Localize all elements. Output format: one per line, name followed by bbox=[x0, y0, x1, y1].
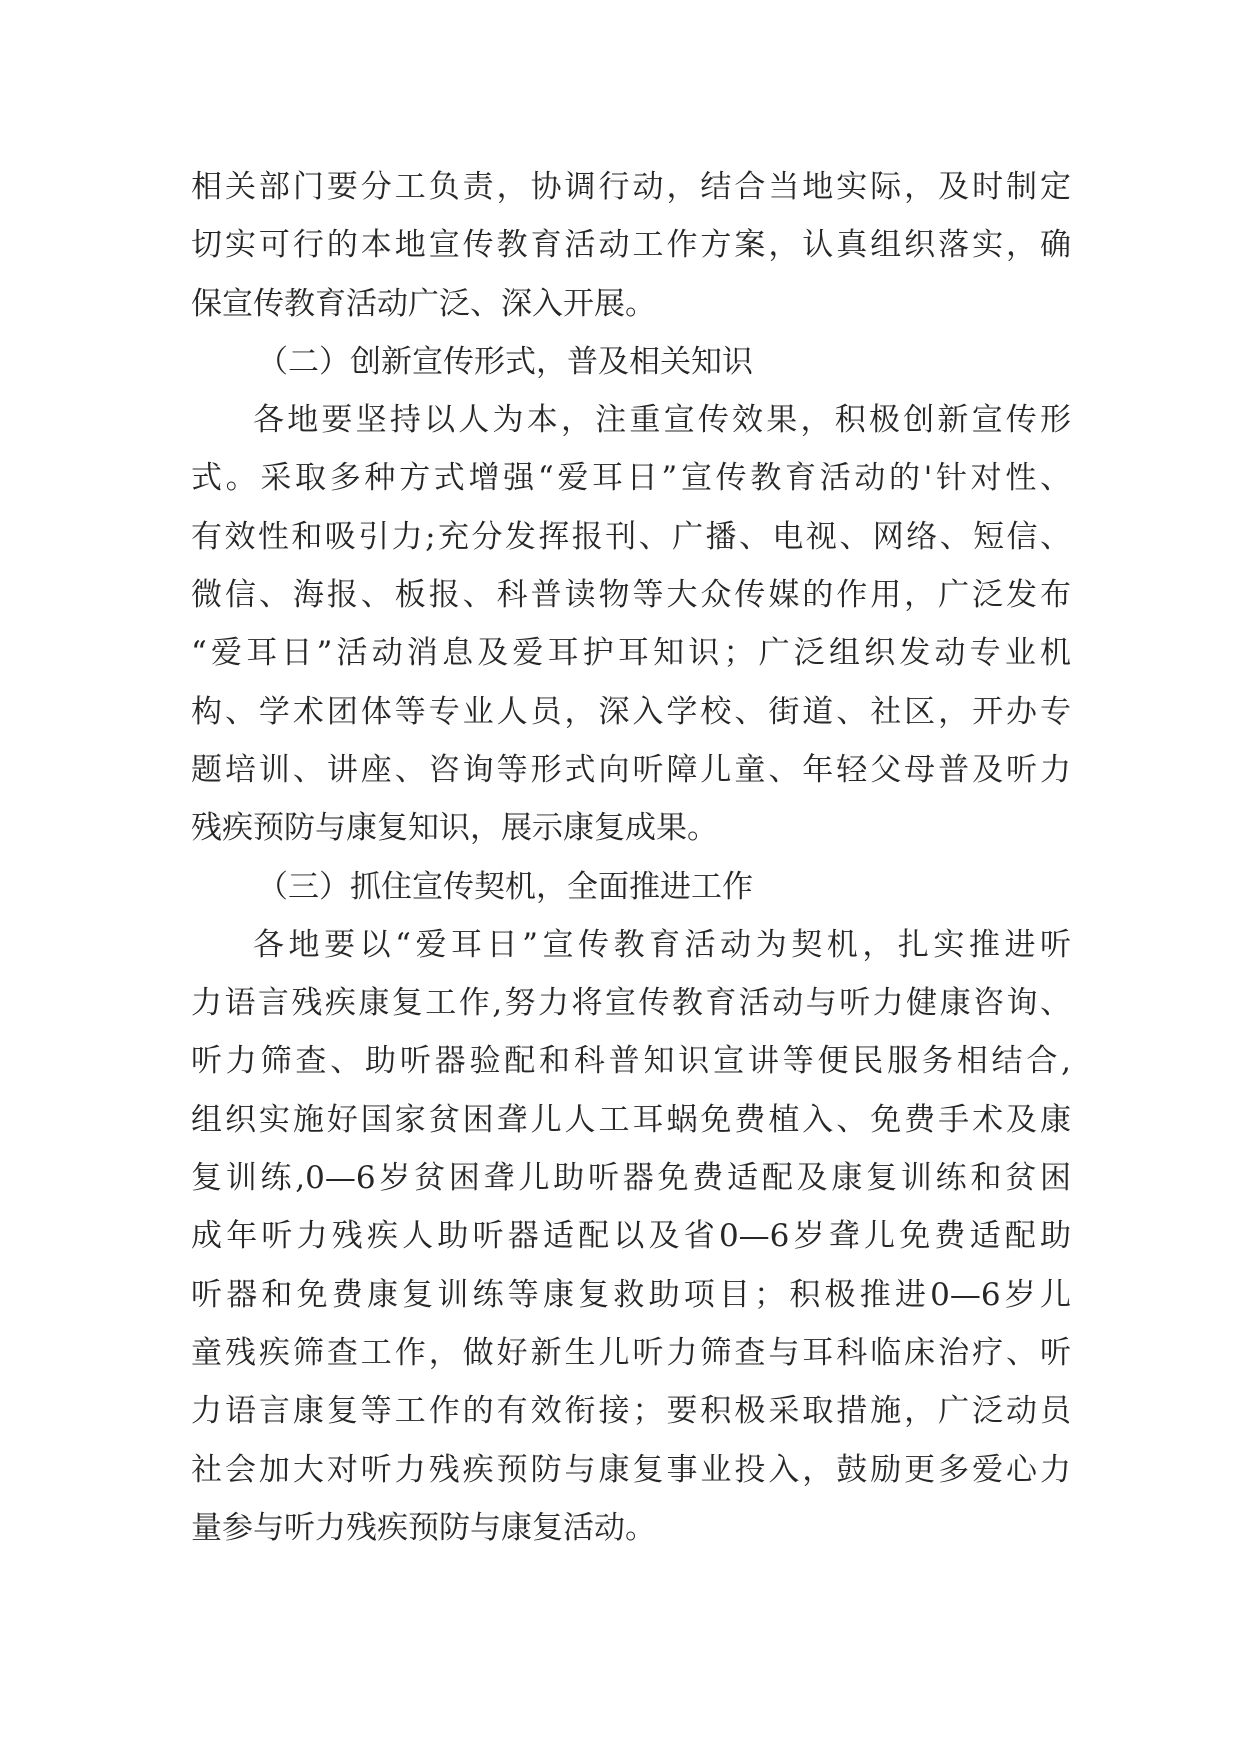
text-line: 残疾预防与康复知识，展示康复成果。 bbox=[191, 810, 718, 847]
text-line: 力语言康复等工作的有效衔接；要积极采取措施，广泛动员 bbox=[191, 1393, 1071, 1430]
text-line: 式。采取多种方式增强“爱耳日”宣传教育活动的'针对性、 bbox=[191, 460, 1071, 497]
text-line: 听器和免费康复训练等康复救助项目；积极推进0—6岁儿 bbox=[191, 1276, 1071, 1313]
section-heading: （三）抓住宣传契机，全面推进工作 bbox=[257, 868, 753, 905]
text-line: “爱耳日”活动消息及爱耳护耳知识；广泛组织发动专业机 bbox=[191, 635, 1071, 672]
text-line: 童残疾筛查工作，做好新生儿听力筛查与耳科临床治疗、听 bbox=[191, 1334, 1071, 1371]
text-line: 力语言残疾康复工作,努力将宣传教育活动与听力健康咨询、 bbox=[191, 985, 1071, 1022]
text-line: 量参与听力残疾预防与康复活动。 bbox=[191, 1509, 656, 1546]
document-body bbox=[191, 158, 1071, 1557]
text-line: 题培训、讲座、咨询等形式向听障儿童、年轻父母普及听力 bbox=[191, 751, 1071, 788]
text-line: 微信、海报、板报、科普读物等大众传媒的作用，广泛发布 bbox=[191, 577, 1071, 614]
text-line: 社会加大对听力残疾预防与康复事业投入，鼓励更多爱心力 bbox=[191, 1451, 1071, 1488]
text-line: 各地要坚持以人为本，注重宣传效果，积极创新宣传形 bbox=[253, 402, 1071, 439]
text-line: 有效性和吸引力;充分发挥报刊、广播、电视、网络、短信、 bbox=[191, 518, 1071, 555]
text-line: 切实可行的本地宣传教育活动工作方案，认真组织落实，确 bbox=[191, 227, 1071, 264]
text-line: 组织实施好国家贫困聋儿人工耳蜗免费植入、免费手术及康 bbox=[191, 1101, 1071, 1138]
text-line: 保宣传教育活动广泛、深入开展。 bbox=[191, 285, 656, 322]
section-heading: （二）创新宣传形式，普及相关知识 bbox=[257, 343, 753, 380]
text-line: 各地要以“爱耳日”宣传教育活动为契机，扎实推进听 bbox=[253, 926, 1071, 963]
text-line: 复训练,0—6岁贫困聋儿助听器免费适配及康复训练和贫困 bbox=[191, 1160, 1071, 1197]
text-line: 构、学术团体等专业人员，深入学校、街道、社区，开办专 bbox=[191, 693, 1071, 730]
text-line: 相关部门要分工负责，协调行动，结合当地实际，及时制定 bbox=[191, 169, 1071, 205]
text-line: 成年听力残疾人助听器适配以及省0—6岁聋儿免费适配助 bbox=[191, 1218, 1071, 1255]
text-line: 听力筛查、助听器验配和科普知识宣讲等便民服务相结合, bbox=[191, 1043, 1071, 1080]
